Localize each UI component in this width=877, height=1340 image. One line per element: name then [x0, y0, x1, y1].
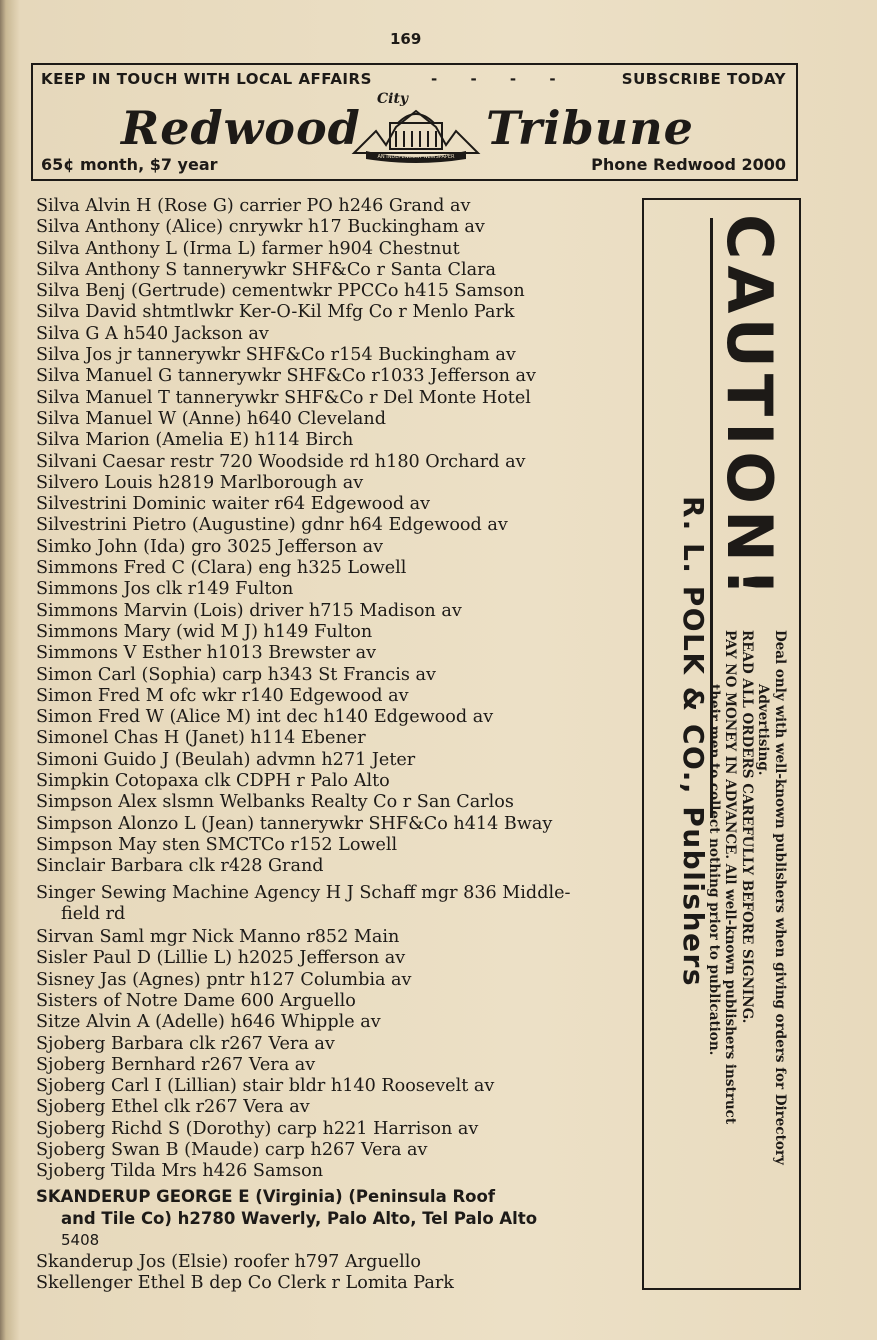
notice-line: their men to collect nothing prior to publication. — [706, 684, 722, 1056]
list-item: Silva G A h540 Jackson av — [36, 323, 269, 344]
list-item: Silva Benj (Gertrude) cementwkr PPCCo h415 Samson — [36, 281, 525, 302]
list-item: Sjoberg Richd S (Dorothy) carp h221 Harrison av — [36, 1118, 479, 1139]
list-item: Simmons Mary (wid M J) h149 Fulton — [36, 621, 373, 642]
ad-subscribe: SUBSCRIBE TODAY — [621, 70, 786, 88]
masthead-redwood: Redwood — [121, 101, 361, 155]
notice-line: PAY NO MONEY IN ADVANCE. All well-known publishers instruct — [722, 630, 739, 1125]
list-item: Simon Fred W (Alice M) int dec h140 Edgewood av — [36, 707, 494, 728]
masthead-city: City — [377, 91, 409, 107]
list-item: Sisney Jas (Agnes) pntr h127 Columbia av — [36, 969, 412, 990]
list-item: Simmons Jos clk r149 Fulton — [36, 579, 294, 600]
list-item: Simon Carl (Sophia) carp h343 St Francis av — [36, 664, 436, 685]
list-item: Skellenger Ethel B dep Co Clerk r Lomita Park — [36, 1272, 454, 1293]
list-item: Simonel Chas H (Janet) h114 Ebener — [36, 728, 366, 749]
list-item: Sjoberg Ethel clk r267 Vera av — [36, 1097, 310, 1118]
list-item-skanderup-bold — [36, 1183, 636, 1252]
list-item: Simon Fred M ofc wkr r140 Edgewood av — [36, 685, 409, 706]
list-item: Simoni Guido J (Beulah) advmn h271 Jeter — [36, 749, 416, 770]
list-item: Silva Anthony L (Irma L) farmer h904 Chestnut — [36, 238, 460, 259]
list-item: Silva Manuel W (Anne) h640 Cleveland — [36, 408, 386, 429]
list-item: Sjoberg Tilda Mrs h426 Samson — [36, 1161, 324, 1182]
list-item: Sitze Alvin A (Adelle) h646 Whipple av — [36, 1012, 381, 1033]
list-item: Sisters of Notre Dame 600 Arguello — [36, 990, 356, 1011]
ad-dashes: - - - - — [431, 70, 570, 88]
skanderup-line-1: SKANDERUP GEORGE E (Virginia) (Peninsula Roof — [36, 1186, 496, 1206]
directory-listing — [36, 196, 636, 1294]
ad-phone: Phone Redwood 2000 — [591, 155, 786, 174]
list-item: Silvani Caesar restr 720 Woodside rd h180 Orchard av — [36, 451, 526, 472]
list-item: Silvestrini Dominic waiter r64 Edgewood av — [36, 494, 431, 515]
list-item: Sirvan Saml mgr Nick Manno r852 Main — [36, 927, 400, 948]
singer-line-2: field rd — [61, 903, 126, 924]
list-item: Silva Jos jr tannerywkr SHF&Co r154 Buckingham av — [36, 345, 516, 366]
notice-line: Deal only with well-known publishers when giving orders for Directory — [772, 630, 788, 1165]
notice-line: READ ALL ORDERS CAREFULLY BEFORE SIGNING. — [739, 630, 755, 1024]
list-item: Sisler Paul D (Lillie L) h2025 Jefferson av — [36, 948, 406, 969]
skanderup-line-2: and Tile Co) h2780 Waverly, Palo Alto, Tel Palo Alto — [61, 1209, 538, 1229]
caution-box — [642, 198, 801, 1290]
masthead-tagline: AN INDEPENDENT NEWSPAPER — [377, 154, 455, 160]
list-item: Silvestrini Pietro (Augustine) gdnr h64 Edgewood av — [36, 515, 508, 536]
notice-line: Advertising. — [755, 684, 772, 776]
list-item-singer — [36, 878, 636, 928]
redwood-tribune-ad — [31, 63, 798, 181]
list-item: Sjoberg Swan B (Maude) carp h267 Vera av — [36, 1140, 428, 1161]
list-item: Simpson May sten SMCTCo r152 Lowell — [36, 834, 398, 855]
list-item: Silva Marion (Amelia E) h114 Birch — [36, 430, 354, 451]
singer-line-1: Singer Sewing Machine Agency H J Schaff mgr 836 Middle- — [36, 882, 571, 903]
list-item: Silva Manuel G tannerywkr SHF&Co r1033 Jefferson av — [36, 366, 536, 387]
ad-keep-in-touch: KEEP IN TOUCH WITH LOCAL AFFAIRS — [41, 70, 372, 88]
list-item: Simmons V Esther h1013 Brewster av — [36, 643, 377, 664]
list-item: Silvero Louis h2819 Marlborough av — [36, 472, 364, 493]
publisher-name: R. L. POLK & CO., Publishers — [677, 496, 710, 987]
list-item: Simmons Fred C (Clara) eng h325 Lowell — [36, 558, 407, 579]
list-item: Silva Manuel T tannerywkr SHF&Co r Del Monte Hotel — [36, 387, 531, 408]
list-item: Skanderup Jos (Elsie) roofer h797 Arguello — [36, 1251, 421, 1272]
list-item: Sjoberg Bernhard r267 Vera av — [36, 1054, 316, 1075]
page-number: 169 — [390, 30, 422, 48]
list-item: Silva David shtmtlwkr Ker-O-Kil Mfg Co r Menlo Park — [36, 302, 515, 323]
caution-heading: CAUTION! — [713, 214, 786, 603]
list-item: Simpkin Cotopaxa clk CDPH r Palo Alto — [36, 771, 390, 792]
list-item: Silva Anthony S tannerywkr SHF&Co r Santa Clara — [36, 259, 496, 280]
courthouse-emblem-icon — [346, 101, 486, 163]
list-item: Simpson Alex slsmn Welbanks Realty Co r San Carlos — [36, 792, 514, 813]
ad-bottom-line — [41, 155, 786, 177]
ad-price: 65¢ month, $7 year — [41, 155, 218, 174]
list-item: Simmons Marvin (Lois) driver h715 Madison av — [36, 600, 462, 621]
list-item: Sinclair Barbara clk r428 Grand — [36, 856, 324, 877]
ad-top-line — [41, 70, 786, 90]
list-item: Sjoberg Barbara clk r267 Vera av — [36, 1033, 335, 1054]
list-item: Simpson Alonzo L (Jean) tannerywkr SHF&Co h414 Bway — [36, 813, 553, 834]
masthead-tribune: Tribune — [486, 101, 694, 155]
skanderup-line-3: 5408 — [61, 1230, 100, 1249]
caution-notice — [706, 630, 789, 1290]
list-item: Sjoberg Carl I (Lillian) stair bldr h140 Roosevelt av — [36, 1076, 495, 1097]
list-item: Silva Alvin H (Rose G) carrier PO h246 Grand av — [36, 196, 471, 216]
list-item: Silva Anthony (Alice) cnrywkr h17 Buckingham av — [36, 217, 485, 238]
list-item: Simko John (Ida) gro 3025 Jefferson av — [36, 536, 384, 557]
